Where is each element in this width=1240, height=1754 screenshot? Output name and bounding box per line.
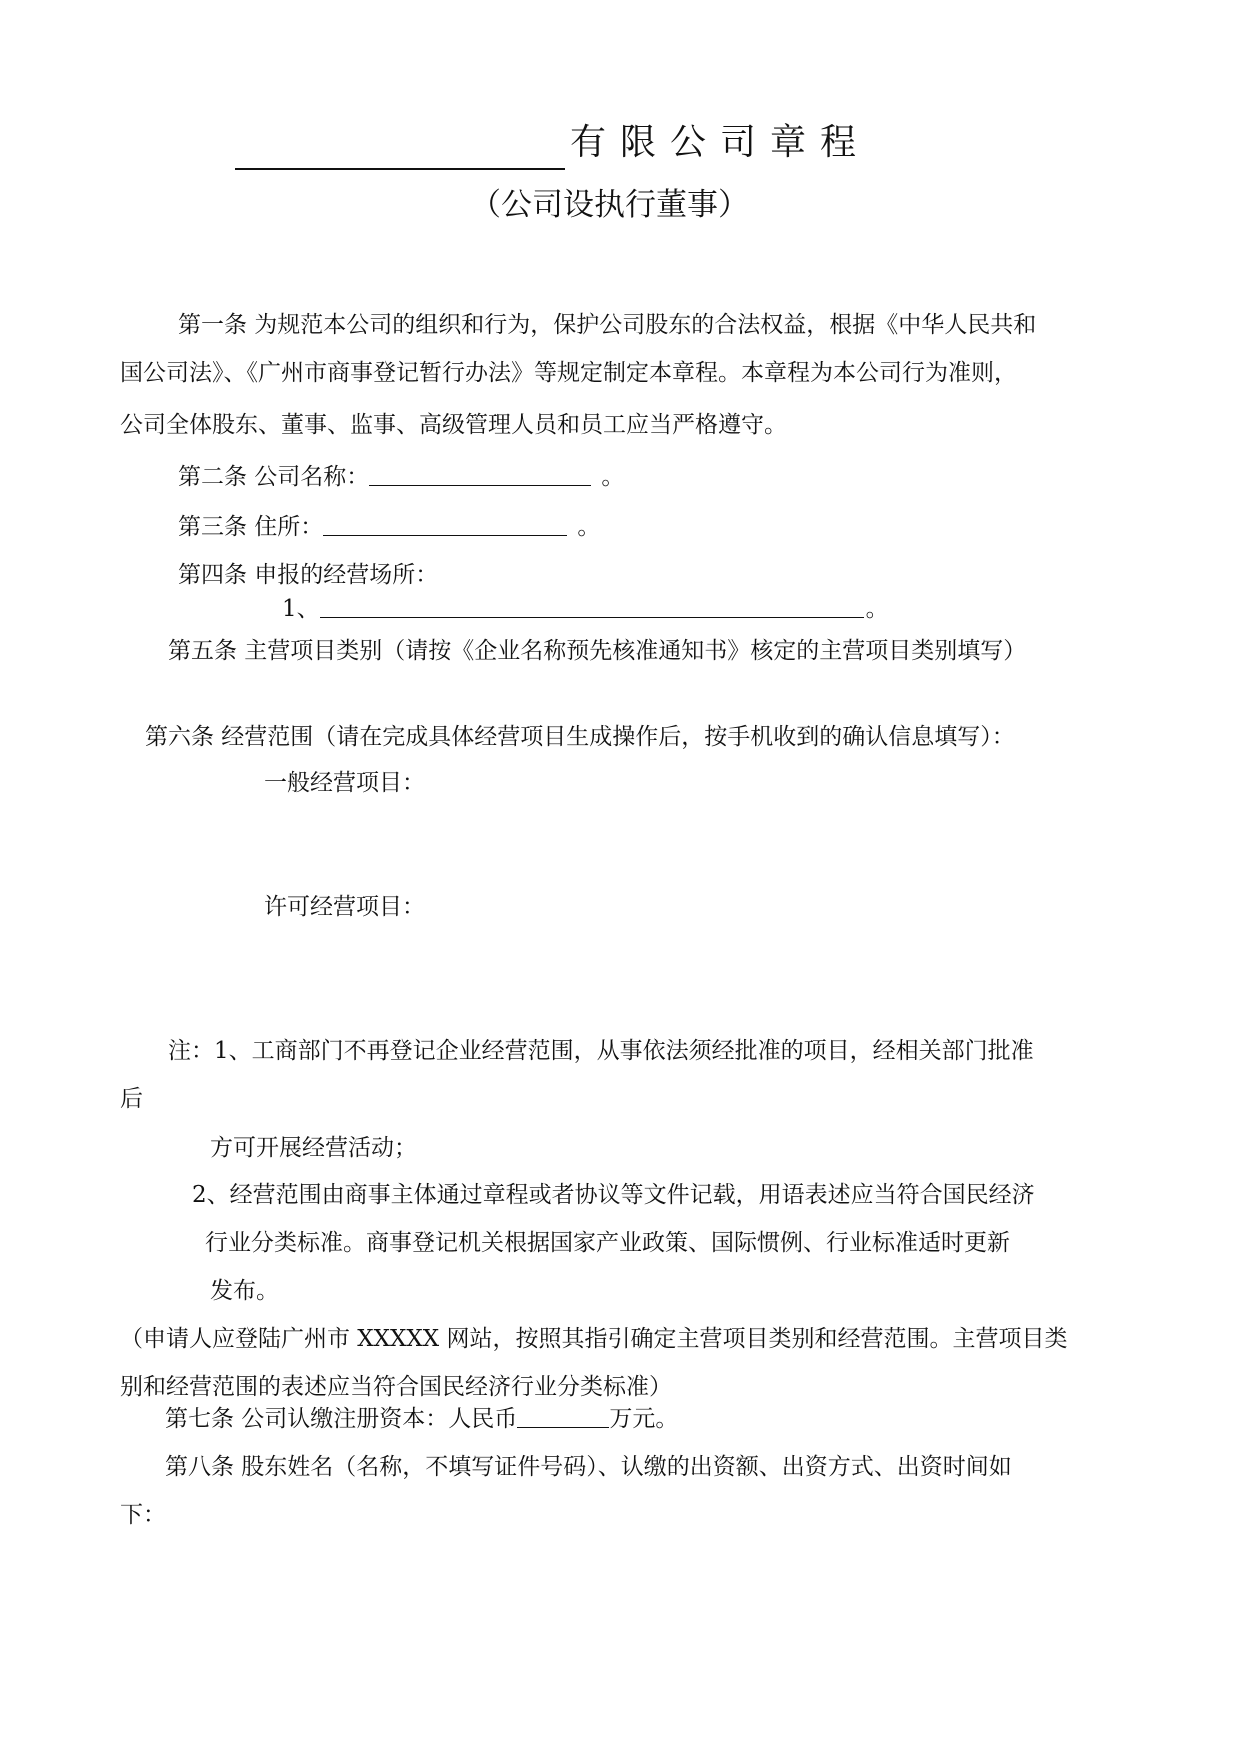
note-line4: 2、经营范围由商事主体通过章程或者协议等文件记载，用语表述应当符合国民经济 — [192, 1182, 1035, 1208]
article1-line1: 第一条 为规范本公司的组织和行为，保护公司股东的合法权益，根据《中华人民共和 — [178, 312, 1037, 338]
note-line1: 注：1、工商部门不再登记企业经营范围，从事依法须经批准的项目，经相关部门批准 — [168, 1038, 1034, 1064]
general-business-label: 一般经营项目： — [264, 770, 425, 796]
article3 — [178, 512, 600, 542]
article3-label: 第三条 住所： — [178, 514, 324, 540]
article1-line3: 公司全体股东、董事、监事、高级管理人员和员工应当严格遵守。 — [120, 412, 787, 438]
registered-capital-field[interactable] — [517, 1405, 609, 1428]
article5: 第五条 主营项目类别（请按《企业名称预先核准通知书》核定的主营项目类别填写） — [168, 638, 1027, 664]
article7-prefix: 第七条 公司认缴注册资本：人民币 — [165, 1406, 518, 1432]
article7 — [165, 1404, 678, 1434]
licensed-business-label: 许可经营项目： — [264, 894, 425, 920]
article4-item — [282, 594, 889, 624]
article4-label: 第四条 申报的经营场所： — [178, 562, 439, 588]
article7-suffix: 万元。 — [609, 1406, 679, 1432]
company-name-blank[interactable] — [235, 168, 565, 170]
company-name-field[interactable] — [369, 463, 591, 486]
note-line8: 别和经营范围的表述应当符合国民经济行业分类标准） — [120, 1374, 672, 1400]
article8-line2: 下： — [120, 1502, 166, 1528]
address-field[interactable] — [323, 513, 567, 536]
article4-item-label: 1、 — [282, 596, 320, 622]
article6: 第六条 经营范围（请在完成具体经营项目生成操作后，按手机收到的确认信息填写）： — [145, 724, 1015, 750]
note-line2: 后 — [120, 1086, 143, 1112]
document-title: 有限公司章程 — [570, 122, 871, 163]
note-line6: 发布。 — [210, 1278, 279, 1304]
document-subtitle: （公司设执行董事） — [470, 187, 749, 223]
article2-label: 第二条 公司名称： — [178, 464, 370, 490]
note-line3: 方可开展经营活动； — [210, 1135, 417, 1161]
article8-line1: 第八条 股东姓名（名称，不填写证件号码）、认缴的出资额、出资方式、出资时间如 — [165, 1454, 1012, 1480]
article4-item-end: 。 — [865, 596, 889, 622]
business-premises-field[interactable] — [320, 595, 864, 618]
article2-end: 。 — [601, 464, 625, 490]
note-line5: 行业分类标准。商事登记机关根据国家产业政策、国际惯例、行业标准适时更新 — [205, 1230, 1010, 1256]
note-line7: （申请人应登陆广州市 XXXXX 网站，按照其指引确定主营项目类别和经营范围。主营项目类 — [120, 1326, 1068, 1352]
article3-end: 。 — [577, 514, 601, 540]
article1-line2: 国公司法》、《广州市商事登记暂行办法》等规定制定本章程。本章程为本公司行为准则， — [120, 360, 1017, 386]
article2 — [178, 462, 624, 492]
